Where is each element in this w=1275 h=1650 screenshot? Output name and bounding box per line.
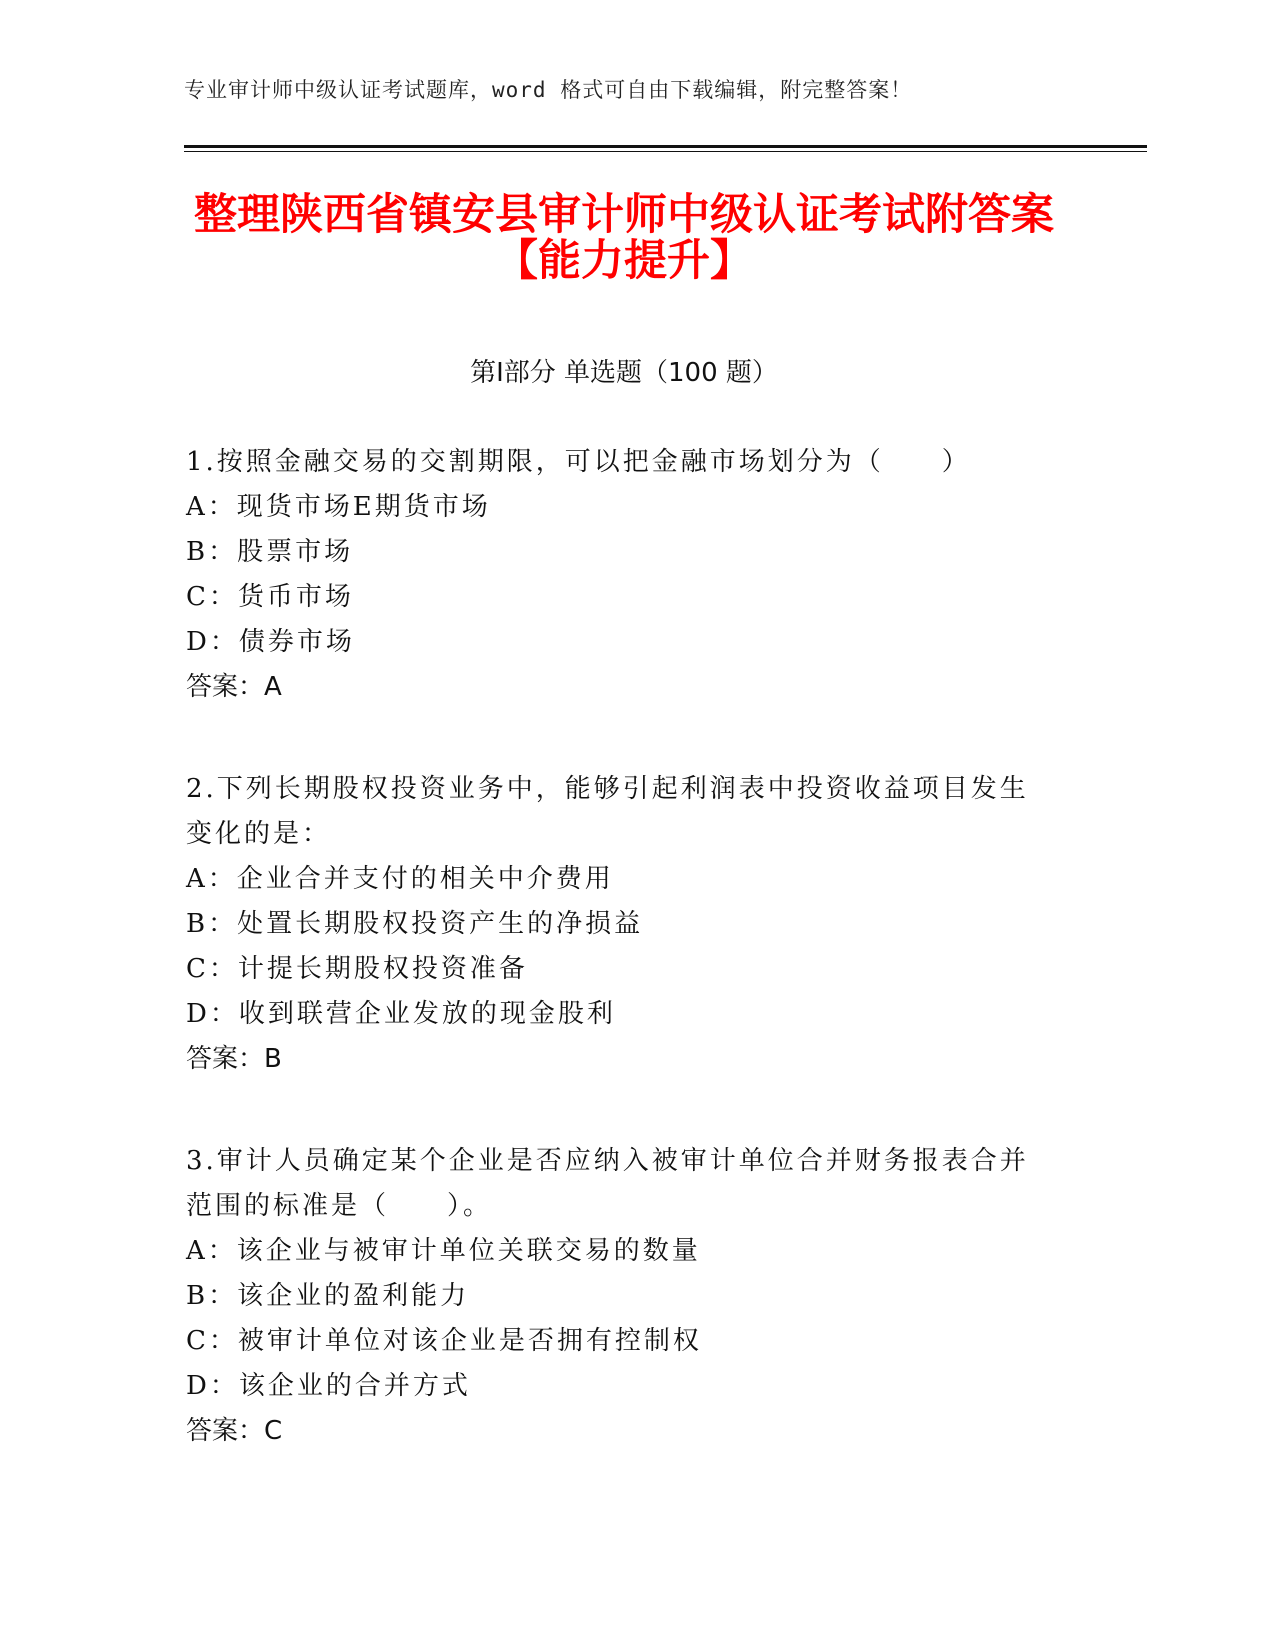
section-heading: 第Ⅰ部分 单选题（100 题） — [470, 358, 778, 388]
option-b: B：该企业的盈利能力 — [186, 1281, 470, 1311]
header-note: 专业审计师中级认证考试题库，word 格式可自由下载编辑，附完整答案！ — [184, 78, 913, 102]
question-item — [186, 1139, 1066, 1454]
question-stem: 2.下列长期股权投资业务中，能够引起利润表中投资收益项目发生变化的是： — [186, 774, 1029, 849]
document-title: 整理陕西省镇安县审计师中级认证考试附答案【能力提升】 — [194, 190, 1054, 286]
option-c: C：计提长期股权投资准备 — [186, 954, 528, 984]
option-d: D：债券市场 — [186, 627, 355, 657]
question-item — [186, 440, 1066, 710]
option-a: A：该企业与被审计单位关联交易的数量 — [186, 1236, 701, 1266]
question-stem: 3.审计人员确定某个企业是否应纳入被审计单位合并财务报表合并范围的标准是（ ）。 — [186, 1146, 1029, 1221]
option-c: C：被审计单位对该企业是否拥有控制权 — [186, 1326, 702, 1356]
answer-label: 答案：B — [186, 1044, 282, 1074]
option-c: C：货币市场 — [186, 582, 354, 612]
header-divider-thin — [184, 151, 1147, 152]
answer-label: 答案：C — [186, 1416, 283, 1446]
option-a: A：企业合并支付的相关中介费用 — [186, 864, 614, 894]
option-d: D：该企业的合并方式 — [186, 1371, 471, 1401]
question-stem: 1.按照金融交易的交割期限，可以把金融市场划分为（ ） — [186, 447, 971, 477]
option-b: B：处置长期股权投资产生的净损益 — [186, 909, 644, 939]
header-divider-thick — [184, 145, 1147, 148]
answer-label: 答案：A — [186, 672, 282, 702]
option-a: A：现货市场E期货市场 — [186, 492, 491, 522]
option-d: D：收到联营企业发放的现金股利 — [186, 999, 616, 1029]
question-list — [186, 440, 1066, 1454]
option-b: B：股票市场 — [186, 537, 354, 567]
question-item — [186, 767, 1066, 1082]
